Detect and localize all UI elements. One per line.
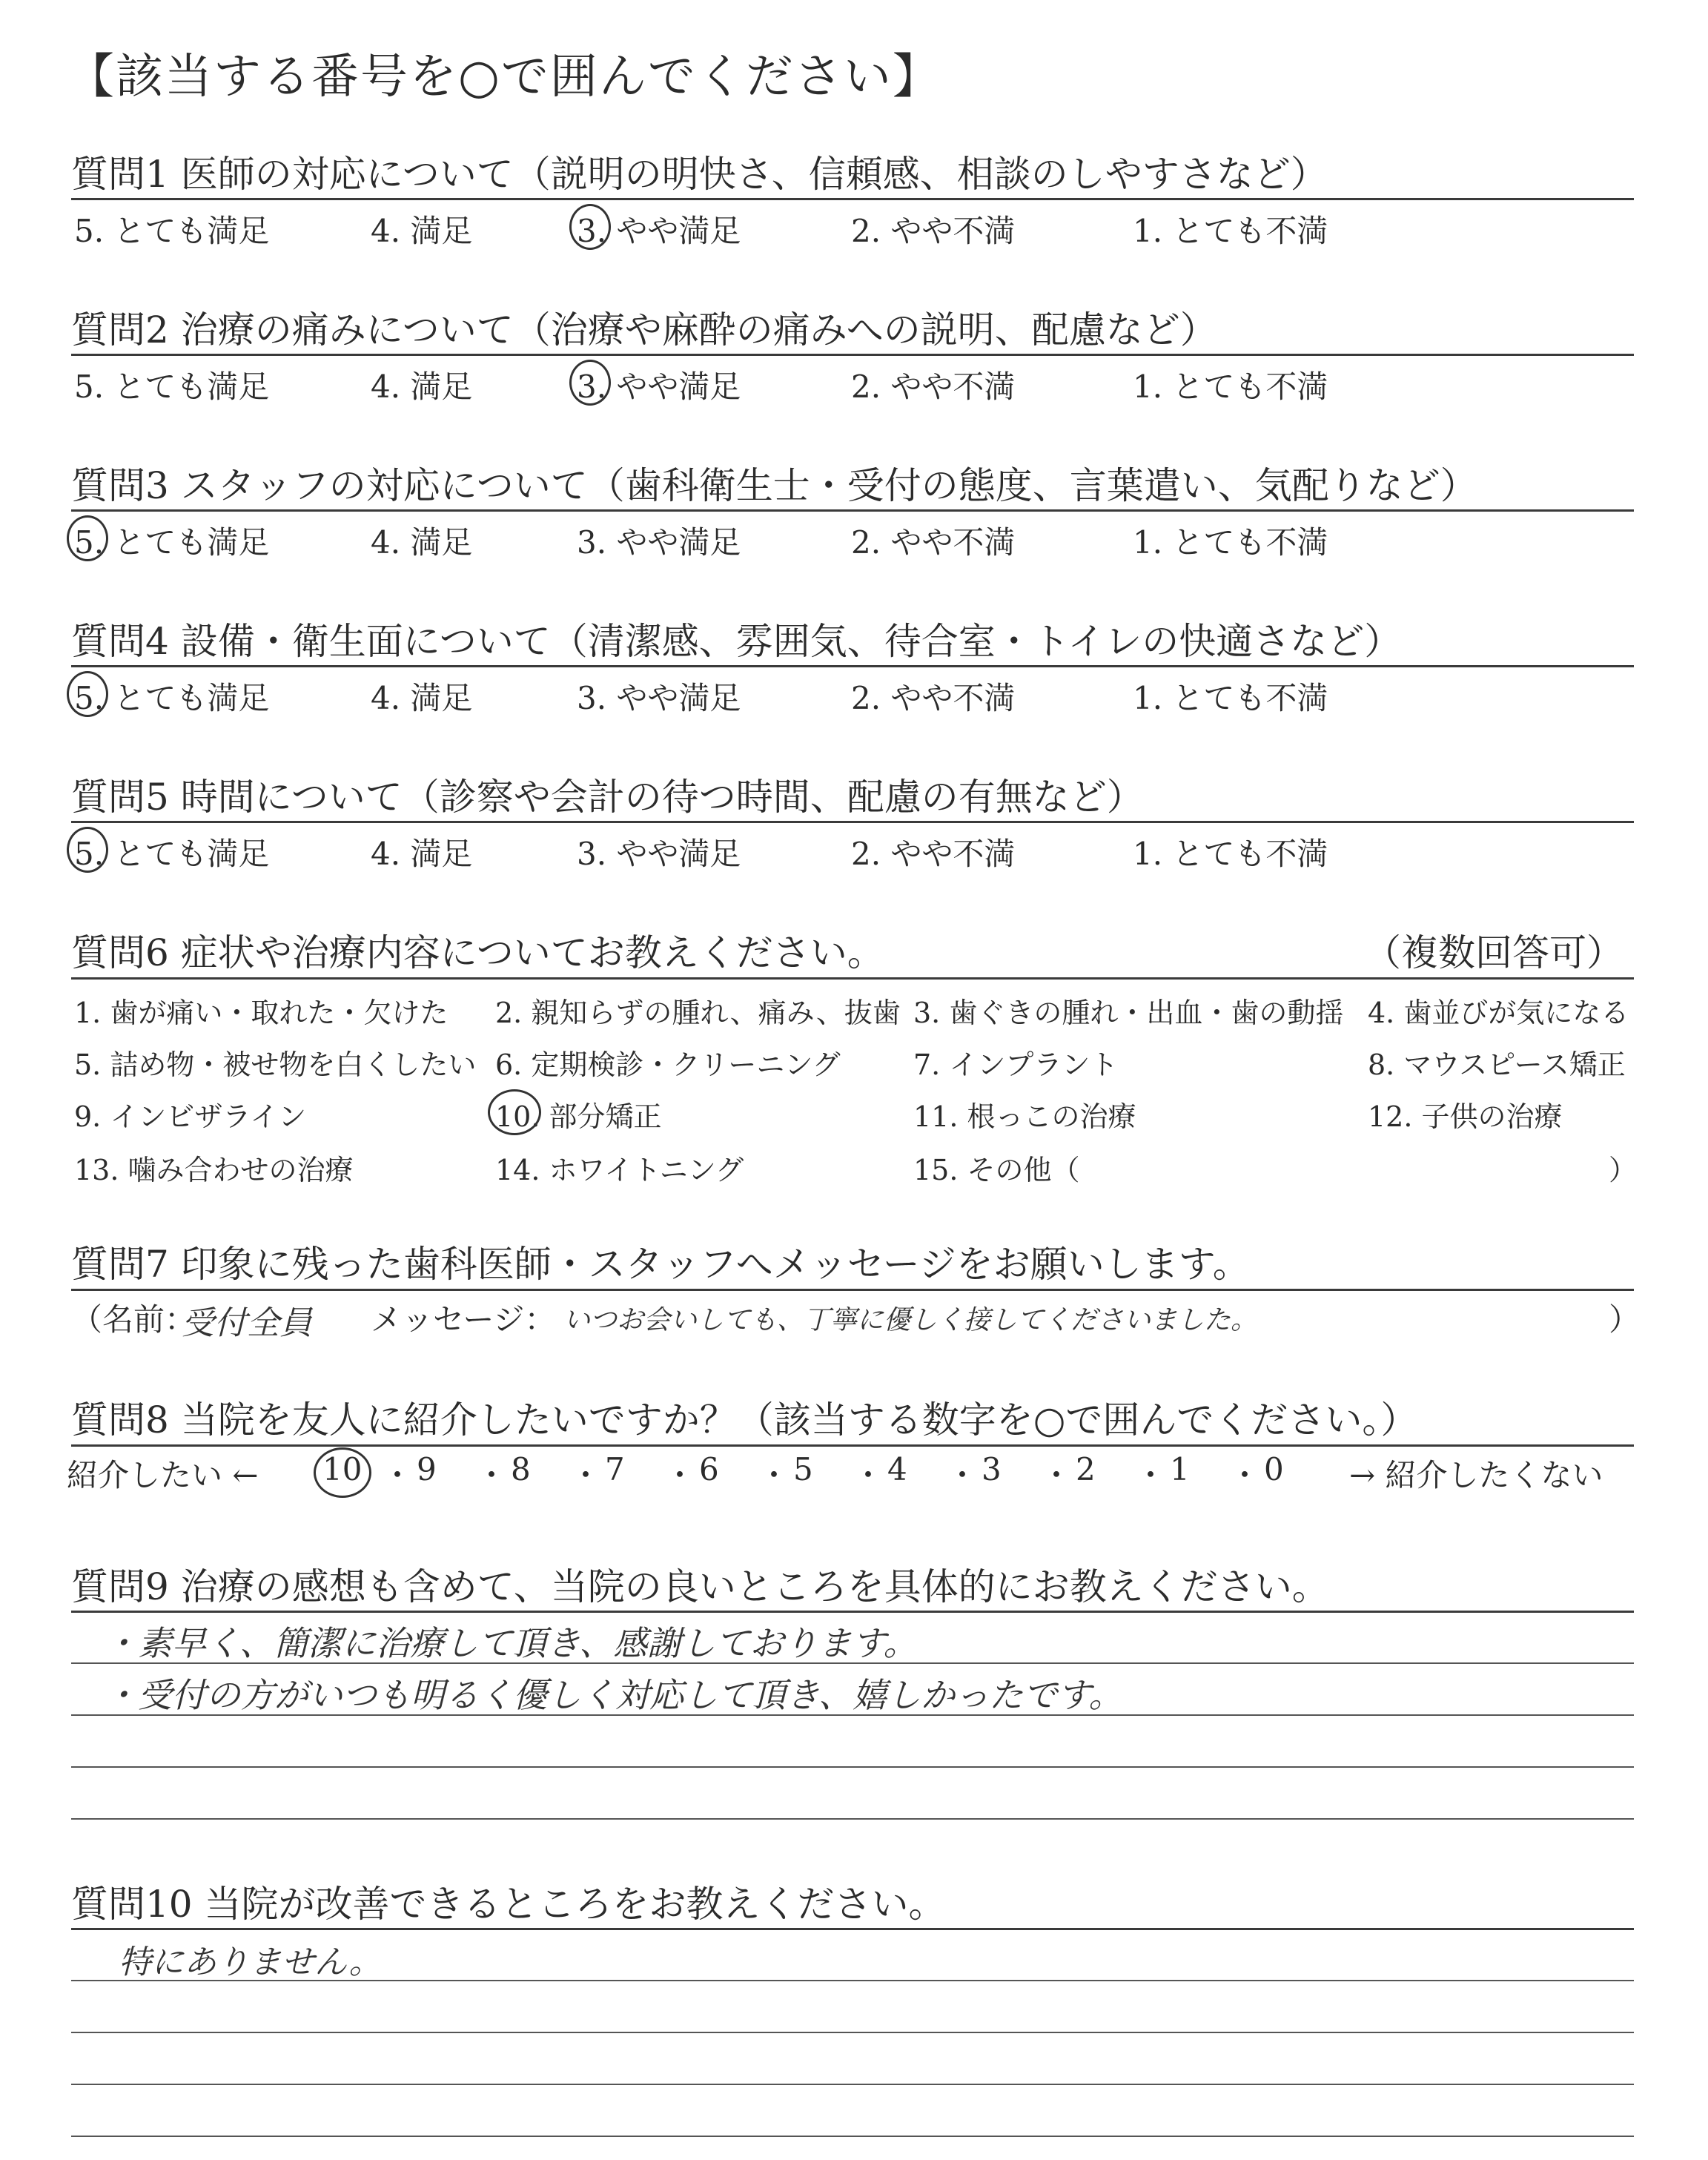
q8-scale-separator: ・ — [1135, 1457, 1167, 1493]
q10-line-2 — [71, 2032, 1634, 2033]
q4-option-3[interactable]: 3. やや満足 — [577, 680, 741, 716]
q3-option-1[interactable]: 1. とても不満 — [1133, 524, 1328, 561]
page-title: 【該当する番号を○で囲んでください】 — [67, 50, 941, 105]
q8-scale-7[interactable]: 7 — [605, 1451, 625, 1487]
q8-scale-2[interactable]: 2 — [1076, 1451, 1096, 1487]
q6-item-7[interactable]: 7. インプラント — [913, 1048, 1119, 1081]
q1-title: 質問1 医師の対応について（説明の明快さ、信頼感、相談のしやすさなど） — [71, 153, 1328, 196]
q8-scale-separator: ・ — [382, 1457, 414, 1493]
q8-scale-8[interactable]: 8 — [511, 1451, 531, 1487]
q2-title: 質問2 治療の痛みについて（治療や麻酔の痛みへの説明、配慮など） — [71, 308, 1217, 351]
q3-option-5[interactable]: 5. とても満足 — [74, 524, 270, 561]
q6-item-6[interactable]: 6. 定期検診・クリーニング — [495, 1048, 841, 1081]
q8-scale-3[interactable]: 3 — [982, 1451, 1002, 1487]
q4-selected-circle — [67, 671, 108, 717]
q8-scale-9[interactable]: 9 — [417, 1451, 437, 1487]
q5-option-2[interactable]: 2. やや不満 — [851, 836, 1016, 872]
q7-message-label: メッセージ： — [371, 1301, 556, 1338]
q8-scale-0[interactable]: 0 — [1264, 1451, 1284, 1487]
q6-item-3[interactable]: 3. 歯ぐきの腫れ・出血・歯の動揺 — [913, 997, 1344, 1029]
q7-title: 質問7 印象に残った歯科医師・スタッフへメッセージをお願いします。 — [71, 1243, 1250, 1286]
q8-scale-separator: ・ — [853, 1457, 884, 1493]
q6-item-13[interactable]: 13. 噛み合わせの治療 — [74, 1154, 354, 1186]
q8-scale-separator: ・ — [1041, 1457, 1073, 1493]
q5-selected-circle — [67, 827, 108, 873]
q6-other-close: ） — [1609, 1154, 1638, 1186]
q6-note: （複数回答可） — [1364, 931, 1623, 974]
q6-item-9[interactable]: 9. インビザライン — [74, 1100, 307, 1133]
q5-option-5[interactable]: 5. とても満足 — [74, 836, 270, 872]
q9-answer-1[interactable]: ・素早く、簡潔に治療して頂き、感謝しております。 — [104, 1623, 918, 1663]
q10-title: 質問10 当院が改善できるところをお教えください。 — [71, 1883, 946, 1926]
q8-scale-separator: ・ — [570, 1457, 602, 1493]
q4-title: 質問4 設備・衛生面について（清潔感、雰囲気、待合室・トイレの快適さなど） — [71, 620, 1402, 663]
q9-line-4 — [71, 1818, 1634, 1820]
q5-option-3[interactable]: 3. やや満足 — [577, 836, 741, 872]
q8-scale-5[interactable]: 5 — [793, 1451, 813, 1487]
q6-rule — [71, 977, 1634, 980]
q6-title: 質問6 症状や治療内容についてお教えください。 — [71, 931, 884, 974]
q7-close: ） — [1609, 1301, 1641, 1338]
q5-option-1[interactable]: 1. とても不満 — [1133, 836, 1328, 872]
q4-option-4[interactable]: 4. 満足 — [371, 680, 473, 716]
q6-item-11[interactable]: 11. 根っこの治療 — [913, 1100, 1136, 1133]
q2-option-3[interactable]: 3. やや満足 — [577, 369, 741, 405]
q8-scale-6[interactable]: 6 — [699, 1451, 719, 1487]
q1-rule — [71, 198, 1634, 200]
q3-title: 質問3 スタッフの対応について（歯科衛生士・受付の態度、言葉遣い、気配りなど） — [71, 464, 1477, 507]
q6-item-5[interactable]: 5. 詰め物・被せ物を白くしたい — [74, 1048, 477, 1081]
q6-item-4[interactable]: 4. 歯並びが気になる — [1368, 997, 1629, 1029]
q6-item-1[interactable]: 1. 歯が痛い・取れた・欠けた — [74, 997, 448, 1029]
q6-selected-circle — [488, 1089, 541, 1135]
q8-title: 質問8 当院を友人に紹介したいですか？（該当する数字を○で囲んでください。） — [71, 1398, 1418, 1441]
q3-option-4[interactable]: 4. 満足 — [371, 524, 473, 561]
q1-selected-circle — [569, 204, 611, 250]
q1-option-3[interactable]: 3. やや満足 — [577, 213, 741, 249]
q8-scale-separator: ・ — [664, 1457, 696, 1493]
q9-rule — [71, 1611, 1634, 1613]
q9-title: 質問9 治療の感想も含めて、当院の良いところを具体的にお教えください。 — [71, 1565, 1329, 1608]
q6-item-10[interactable]: 10. 部分矯正 — [495, 1100, 662, 1133]
q2-rule — [71, 354, 1634, 356]
q8-rule — [71, 1444, 1634, 1447]
q7-rule — [71, 1289, 1634, 1291]
q8-scale-4[interactable]: 4 — [887, 1451, 907, 1487]
q9-line-3 — [71, 1766, 1634, 1768]
q8-scale-10[interactable]: 10 — [322, 1451, 363, 1487]
q3-rule — [71, 509, 1634, 512]
q4-rule — [71, 665, 1634, 667]
q10-rule — [71, 1928, 1634, 1930]
q10-line-3 — [71, 2084, 1634, 2085]
q8-scale-1[interactable]: 1 — [1170, 1451, 1190, 1487]
q5-title: 質問5 時間について（診察や会計の待つ時間、配慮の有無など） — [71, 776, 1144, 819]
q8-scale-separator: ・ — [1229, 1457, 1261, 1493]
q3-option-2[interactable]: 2. やや不満 — [851, 524, 1016, 561]
q8-selected-circle — [314, 1447, 371, 1498]
q10-answer-1[interactable]: 特にありません。 — [119, 1943, 382, 1981]
q4-option-2[interactable]: 2. やや不満 — [851, 680, 1016, 716]
q4-option-1[interactable]: 1. とても不満 — [1133, 680, 1328, 716]
q4-option-5[interactable]: 5. とても満足 — [74, 680, 270, 716]
q1-option-1[interactable]: 1. とても不満 — [1133, 213, 1328, 249]
q5-rule — [71, 821, 1634, 823]
q7-name-label: （名前： — [71, 1301, 196, 1338]
q9-answer-2[interactable]: ・受付の方がいつも明るく優しく対応して頂き、嬉しかったです。 — [104, 1675, 1123, 1715]
q6-item-12[interactable]: 12. 子供の治療 — [1368, 1100, 1563, 1133]
q2-selected-circle — [569, 360, 611, 406]
q2-option-5[interactable]: 5. とても満足 — [74, 369, 270, 405]
q2-option-1[interactable]: 1. とても不満 — [1133, 369, 1328, 405]
q8-scale-separator: ・ — [947, 1457, 979, 1493]
q8-scale-separator: ・ — [758, 1457, 790, 1493]
q5-option-4[interactable]: 4. 満足 — [371, 836, 473, 872]
q3-selected-circle — [67, 515, 108, 561]
q7-message-value[interactable]: いつお会いしても、丁寧に優しく接してくださいました。 — [563, 1305, 1258, 1335]
q8-scale-separator: ・ — [476, 1457, 508, 1493]
q2-option-2[interactable]: 2. やや不満 — [851, 369, 1016, 405]
q6-item-15[interactable]: 15. その他（ — [913, 1154, 1080, 1186]
q6-item-14[interactable]: 14. ホワイトニング — [495, 1154, 744, 1186]
q2-option-4[interactable]: 4. 満足 — [371, 369, 473, 405]
q1-option-2[interactable]: 2. やや不満 — [851, 213, 1016, 249]
q8-right-label: → 紹介したくない — [1349, 1457, 1603, 1493]
q3-option-3[interactable]: 3. やや満足 — [577, 524, 741, 561]
q6-item-2[interactable]: 2. 親知らずの腫れ、痛み、抜歯 — [495, 997, 901, 1029]
q8-left-label: 紹介したい ← — [67, 1457, 259, 1493]
q1-option-4[interactable]: 4. 満足 — [371, 213, 473, 249]
q1-option-5[interactable]: 5. とても満足 — [74, 213, 270, 249]
q7-name-value[interactable]: 受付全員 — [182, 1304, 312, 1342]
q6-item-8[interactable]: 8. マウスピース矯正 — [1368, 1048, 1626, 1081]
q10-line-4 — [71, 2136, 1634, 2137]
